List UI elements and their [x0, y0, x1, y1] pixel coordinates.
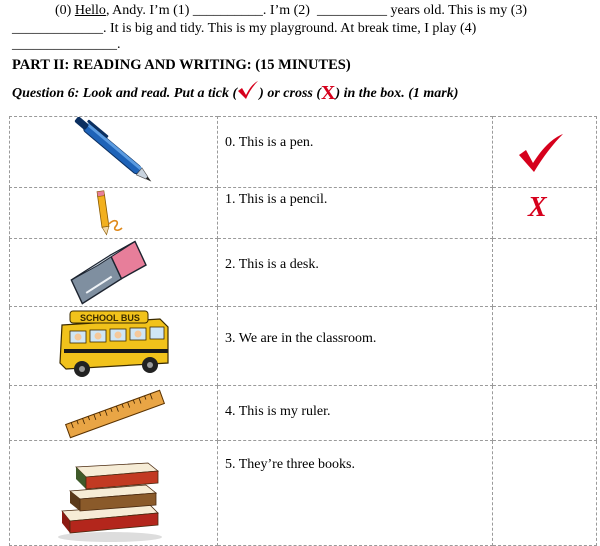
- question-text: Question 6: Look and read. Put a tick (: [12, 86, 238, 101]
- table-row: [10, 117, 597, 188]
- sentence-cell: [218, 117, 493, 188]
- passage-line-1: [55, 2, 527, 20]
- pen-image: [10, 117, 217, 187]
- eraser-image: [10, 239, 217, 306]
- question-text: ) in the box. (1 mark): [335, 86, 459, 101]
- passage-text: years old. This is my (3): [390, 3, 528, 18]
- sentence-4: 4. This is my ruler.: [225, 404, 331, 419]
- sentence-3: 3. We are in the classroom.: [225, 331, 377, 346]
- image-cell: [10, 117, 218, 188]
- question-instruction: [12, 80, 458, 105]
- answer-box[interactable]: [493, 239, 597, 307]
- sentence-2: 2. This is a desk.: [225, 257, 319, 272]
- sentence-cell: [218, 307, 493, 386]
- sentence-cell: [218, 239, 493, 307]
- image-cell: [10, 307, 218, 386]
- sentence-cell: [218, 188, 493, 239]
- tick-icon: [237, 80, 259, 100]
- blank-2: __________: [316, 3, 387, 18]
- answer-box[interactable]: [493, 441, 597, 546]
- answer-box[interactable]: [493, 307, 597, 386]
- question-text: ) or cross (: [259, 86, 322, 101]
- image-cell: [10, 188, 218, 239]
- sentence-cell: [218, 386, 493, 441]
- blank-1: __________: [192, 3, 263, 18]
- school-bus-image: [10, 307, 217, 385]
- table-row: [10, 386, 597, 441]
- sentence-1: 1. This is a pencil.: [225, 192, 328, 207]
- item-number: (0): [55, 3, 75, 18]
- blank-3: _____________: [12, 21, 103, 36]
- answer-box[interactable]: [493, 117, 597, 188]
- passage-text: . I’m (2): [262, 3, 310, 18]
- image-cell: [10, 239, 218, 307]
- books-image: [10, 441, 217, 545]
- passage-line-3: [12, 36, 121, 54]
- part-heading: PART II: READING AND WRITING: (15 MINUTES): [12, 57, 351, 73]
- pencil-image: [10, 188, 217, 238]
- image-cell: [10, 386, 218, 441]
- image-cell: [10, 441, 218, 546]
- table-row: [10, 441, 597, 546]
- bus-label: SCHOOL BUS: [80, 313, 140, 323]
- example-answer: Hello: [74, 3, 106, 18]
- passage-text: .: [117, 37, 121, 52]
- table-row: [10, 307, 597, 386]
- sentence-cell: [218, 441, 493, 546]
- ruler-image: [10, 386, 217, 440]
- tick-icon: [493, 117, 596, 187]
- passage-text: , Andy. I’m (1): [105, 3, 190, 18]
- cross-icon: X: [321, 82, 336, 104]
- answer-box[interactable]: [493, 188, 597, 239]
- exercise-table: [9, 116, 597, 546]
- sentence-5: 5. They’re three books.: [225, 457, 355, 472]
- passage-text: . It is big and tidy. This is my playground. At break time, I play (4): [103, 21, 477, 36]
- blank-4: _______________: [12, 37, 117, 52]
- cross-mark: X: [528, 192, 547, 223]
- sentence-0: 0. This is a pen.: [225, 135, 314, 150]
- table-row: [10, 188, 597, 239]
- table-row: [10, 239, 597, 307]
- answer-box[interactable]: [493, 386, 597, 441]
